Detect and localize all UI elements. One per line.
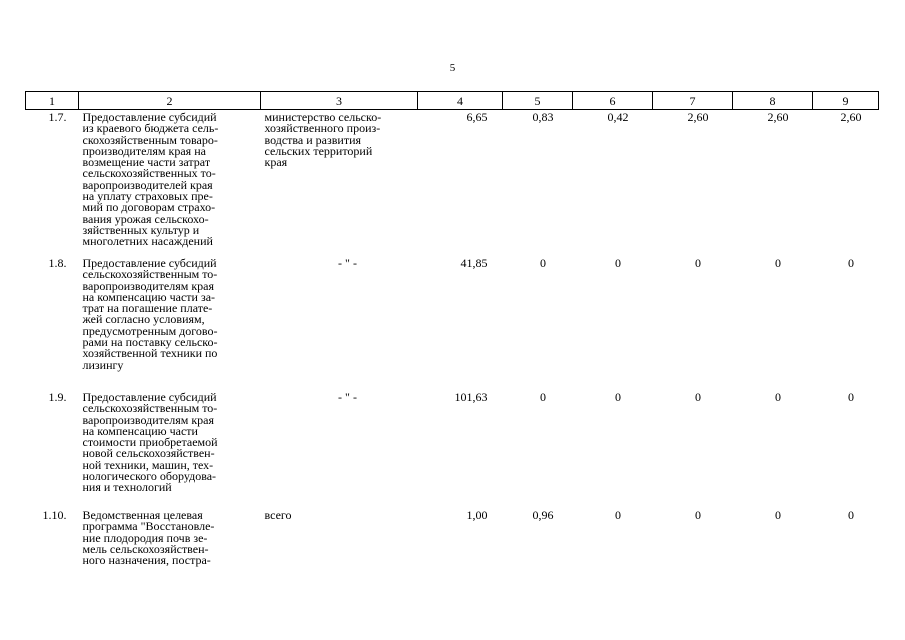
text-line: мель сельскохозяйствен- bbox=[82, 541, 209, 556]
value-col-8: 0 bbox=[775, 508, 781, 522]
value-col-6: 0,42 bbox=[607, 110, 629, 124]
table-row bbox=[26, 258, 879, 392]
value-total: 6,65 bbox=[466, 110, 488, 124]
text-line: ние плодородия почв зе- bbox=[82, 530, 208, 545]
column-header-4: 4 bbox=[418, 92, 503, 110]
text-line: зяйственных культур и bbox=[82, 222, 200, 237]
column-header-5: 5 bbox=[503, 92, 573, 110]
text-line: Предоставление субсидий bbox=[82, 110, 217, 124]
value-col-5: 0,83 bbox=[532, 110, 554, 124]
text-line: хозяйственного произ- bbox=[264, 121, 381, 136]
value-col-5: 0 bbox=[540, 256, 546, 270]
text-line: водства и развития bbox=[264, 132, 362, 147]
text-line: на компенсацию части за- bbox=[82, 289, 216, 304]
value-col-7: 0 bbox=[695, 390, 701, 404]
text-line: из краевого бюджета сель- bbox=[82, 121, 219, 136]
value-col-6: 0 bbox=[615, 390, 621, 404]
text-line: жей согласно условиям, bbox=[82, 312, 205, 327]
value-total: 101,63 bbox=[454, 390, 488, 404]
text-line: сельскохозяйственным то- bbox=[82, 267, 218, 282]
program-table bbox=[25, 91, 879, 580]
value-col-5: 0,96 bbox=[532, 508, 554, 522]
text-line: рами на поставку сельско- bbox=[82, 335, 218, 350]
value-col-6: 0 bbox=[615, 256, 621, 270]
measure-name bbox=[79, 258, 261, 392]
value-col-9: 0 bbox=[848, 256, 854, 270]
column-header-1: 1 bbox=[26, 92, 79, 110]
column-header-7: 7 bbox=[653, 92, 733, 110]
text-line: нологического оборудова- bbox=[82, 469, 217, 484]
text-line: трат на погашение плате- bbox=[82, 301, 213, 316]
text-line: ной техники, машин, тех- bbox=[82, 457, 214, 472]
value-total: 41,85 bbox=[460, 256, 488, 270]
text-line: варопроизводителям края bbox=[82, 278, 215, 293]
text-line: края bbox=[264, 155, 288, 170]
row-number: 1.7. bbox=[48, 110, 67, 124]
table-row bbox=[26, 392, 879, 510]
row-number: 1.9. bbox=[48, 390, 67, 404]
column-header-9: 9 bbox=[813, 92, 879, 110]
measure-name bbox=[79, 110, 261, 259]
value-col-7: 2,60 bbox=[687, 110, 709, 124]
text-line: предусмотренным догово- bbox=[82, 323, 218, 338]
row-number: 1.8. bbox=[48, 256, 67, 270]
executor-ditto: - " - bbox=[338, 390, 357, 404]
text-line: варопроизводителям края bbox=[82, 412, 215, 427]
table-row bbox=[26, 510, 879, 580]
text-line: стоимости приобретаемой bbox=[82, 435, 218, 450]
value-col-9: 0 bbox=[848, 390, 854, 404]
row-number: 1.10. bbox=[42, 508, 67, 522]
page-number: 5 bbox=[449, 62, 456, 74]
text-line: варопроизводителей края bbox=[82, 177, 213, 192]
column-header-2: 2 bbox=[79, 92, 261, 110]
text-line: многолетних насаждений bbox=[82, 234, 213, 249]
text-line: министерство сельско- bbox=[264, 110, 382, 124]
value-col-9: 2,60 bbox=[840, 110, 862, 124]
text-line: вания урожая сельскохо- bbox=[82, 211, 209, 226]
value-col-9: 0 bbox=[848, 508, 854, 522]
text-line: сельскохозяйственным то- bbox=[82, 401, 218, 416]
text-line: скохозяйственным товаро- bbox=[82, 132, 218, 147]
text-line: сельскохозяйственных то- bbox=[82, 166, 216, 181]
text-line: на уплату страховых пре- bbox=[82, 189, 213, 204]
text-line: на компенсацию части bbox=[82, 423, 198, 438]
executor: всего bbox=[264, 508, 292, 522]
text-line: новой сельскохозяйствен- bbox=[82, 446, 215, 461]
measure-name bbox=[79, 392, 261, 510]
text-line: производителям края на bbox=[82, 143, 206, 158]
value-col-6: 0 bbox=[615, 508, 621, 522]
text-line: Ведомственная целевая bbox=[82, 508, 203, 522]
text-line: возмещение части затрат bbox=[82, 155, 211, 170]
column-header-6: 6 bbox=[573, 92, 653, 110]
text-line: мий по договорам страхо- bbox=[82, 200, 216, 215]
table-row bbox=[26, 110, 879, 259]
measure-name bbox=[79, 510, 261, 580]
value-total: 1,00 bbox=[466, 508, 488, 522]
column-header-8: 8 bbox=[733, 92, 813, 110]
value-col-8: 0 bbox=[775, 256, 781, 270]
text-line: Предоставление субсидий bbox=[82, 256, 217, 270]
value-col-7: 0 bbox=[695, 256, 701, 270]
value-col-8: 2,60 bbox=[767, 110, 789, 124]
text-line: Предоставление субсидий bbox=[82, 390, 217, 404]
executor bbox=[261, 110, 418, 259]
column-header-3: 3 bbox=[261, 92, 418, 110]
text-line: программа "Восстановле- bbox=[82, 519, 215, 534]
text-line: сельских территорий bbox=[264, 143, 373, 158]
value-col-5: 0 bbox=[540, 390, 546, 404]
column-number-header bbox=[26, 92, 879, 110]
text-line: хозяйственной техники по bbox=[82, 346, 218, 361]
executor-ditto: - " - bbox=[338, 256, 357, 270]
value-col-8: 0 bbox=[775, 390, 781, 404]
value-col-7: 0 bbox=[695, 508, 701, 522]
text-line: ного назначения, постра- bbox=[82, 553, 211, 568]
text-line: ния и технологий bbox=[82, 480, 172, 495]
text-line: лизингу bbox=[82, 357, 124, 372]
